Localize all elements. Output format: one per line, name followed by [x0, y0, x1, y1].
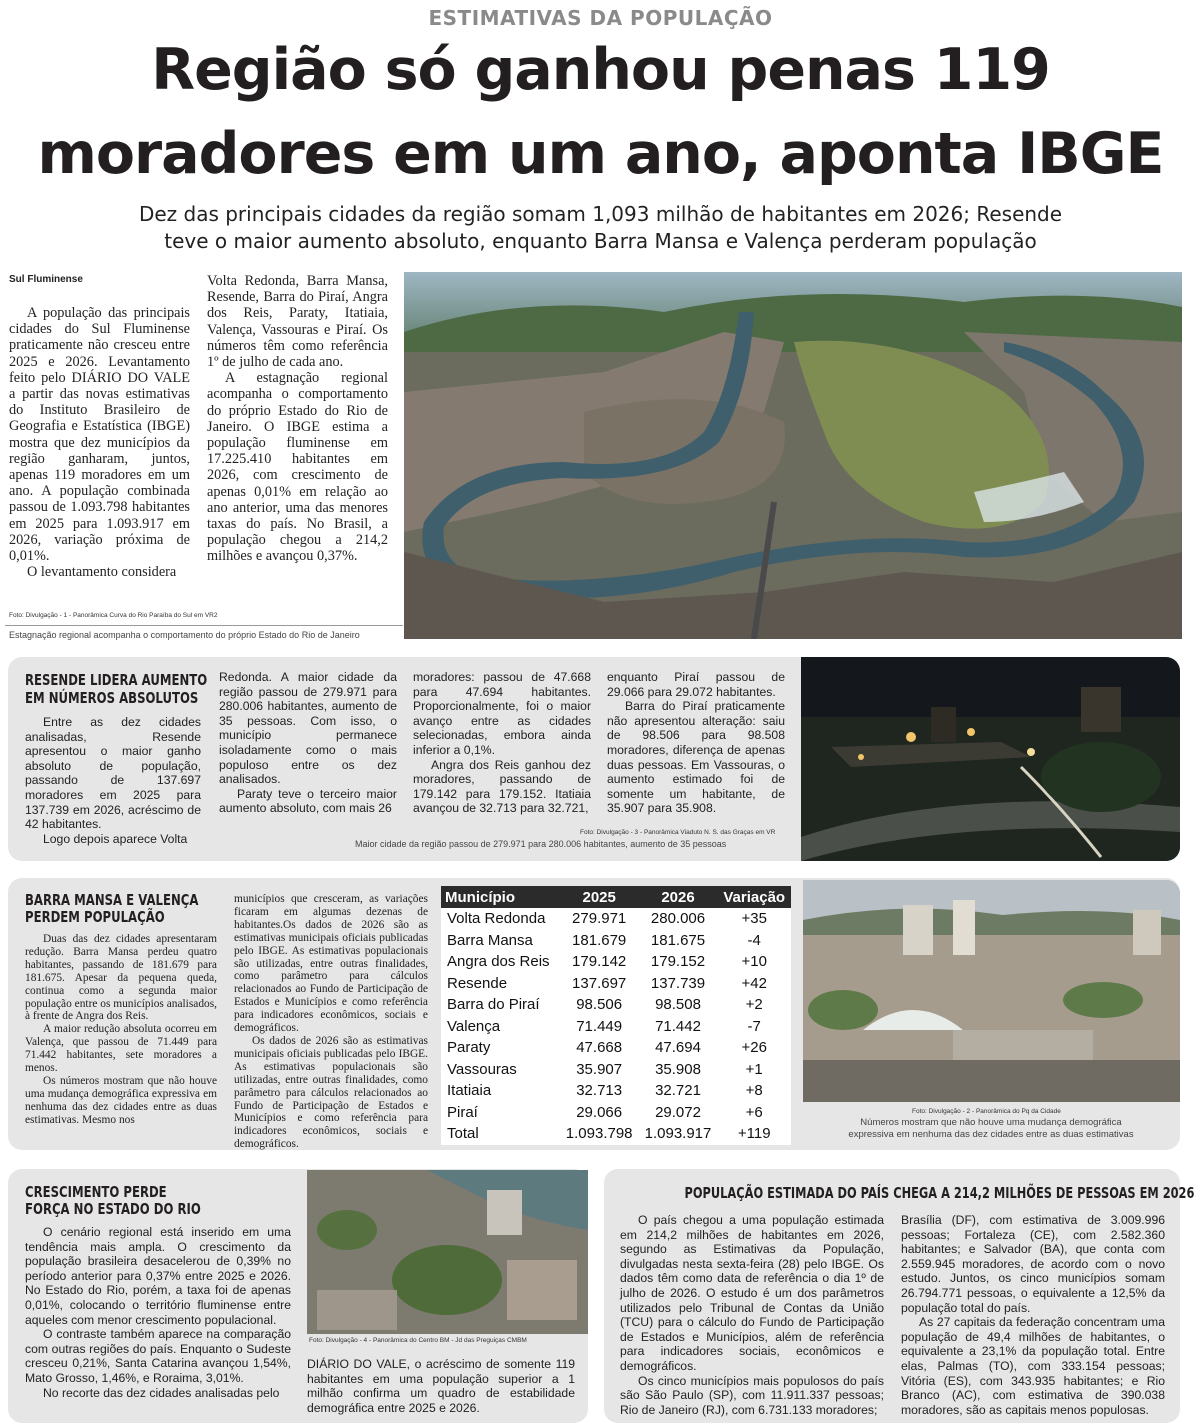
resende-column-3 — [413, 670, 591, 816]
table-cell: Angra dos Reis — [447, 953, 550, 971]
table-cell: Vassouras — [447, 1060, 517, 1078]
divider — [5, 625, 403, 626]
table-cell: 181.679 — [572, 931, 627, 949]
article-column-1 — [9, 305, 190, 580]
table-row — [441, 1037, 791, 1059]
table-cell: -7 — [747, 1017, 761, 1035]
paragraph: DIÁRIO DO VALE, o acréscimo de somente 119 habitantes em uma população superior a 1 milhão confirma um quadro de estabilidade demográfica entre 2025 e 2026. — [307, 1357, 575, 1415]
table-row — [441, 994, 791, 1016]
paragraph: municípios que cresceram, as variações ficaram em algumas dezenas de habitantes.Os dados de 2026 são as estimativas municipais oficiais publicadas pelo IBGE. As estimativas populacionais são utilizadas, entre outras finalidades, como parâmetro para cálculos relacionados ao Fundo de Participação de Estados e Municípios e como referência para indicadores econômicos, sociais e demográficos. — [234, 893, 428, 1035]
table-row — [441, 973, 791, 995]
table-cell: 137.697 — [572, 974, 627, 992]
table-cell: 137.739 — [650, 974, 706, 992]
table-cell: +35 — [741, 910, 767, 928]
city-park-photo — [803, 880, 1180, 1102]
paragraph: A estagnação regional acompanha o comportamento do próprio Estado do Rio de Janeiro. O IBGE estima a população fluminense em 17.225.410 habitantes em 2026, com crescimento de apenas 0,01% em relação ao ano anterior, uma das menores taxas do país. No Brasil, a população chegou a 214,2 milhões e avançou 0,37%. — [207, 370, 388, 565]
paragraph: O cenário regional está inserido em uma tendência mais ampla. O crescimento da população brasileira desacelerou de 0,39% no período anterior para 0,37% entre 2025 e 2026. No Estado do Rio, porém, a taxa foi de apenas 0,01%, colocando o território fluminense entre aqueles com menor crescimento populacional. — [25, 1225, 291, 1327]
table-cell: +119 — [737, 1125, 771, 1143]
headline-line-2: moradores em um ano, aponta IBGE — [37, 121, 1164, 187]
table-cell: 29.066 — [576, 1103, 623, 1121]
table-row — [441, 1102, 791, 1124]
box-title: PERDEM POPULAÇÃO — [25, 908, 165, 926]
paragraph: Redonda. A maior cidade da região passou de 279.971 para 280.006 habitantes, aumento de 35 pessoas. Com isso, o município permanece isoladamente como o mais populoso entre os dez analisados. — [219, 670, 397, 787]
table-cell: +1 — [745, 1060, 763, 1078]
table-cell: +6 — [745, 1103, 763, 1121]
paragraph: moradores: passou de 47.668 para 47.694 habitantes. Proporcionalmente, foi o maior avanço entre as cidades selecionadas, embora ainda inferior a 0,1%. — [413, 670, 591, 757]
table-header-cell: 2025 — [560, 886, 639, 908]
table-cell: Valença — [447, 1017, 501, 1035]
table-cell: 279.971 — [572, 910, 627, 928]
table-cell: 280.006 — [650, 910, 706, 928]
viaduct-night-photo — [801, 657, 1180, 861]
table-cell: +26 — [741, 1039, 767, 1057]
table-cell: 1.093.917 — [644, 1125, 712, 1143]
population-table — [441, 886, 791, 1145]
table-cell: Piraí — [447, 1103, 478, 1121]
table-cell: +8 — [745, 1082, 763, 1100]
paragraph: As 27 capitais da federação concentram uma população de 49,4 milhões de habitantes, o equivalente a 23,1% da população total. Entre elas, Palmas (TO), com 333.154 pessoas; Vitória (ES), com 343.935 habitantes; e Rio Branco (AC), com estimativa de 390.038 moradores, são as capitais menos populosas. — [901, 1315, 1165, 1417]
article-column-2 — [207, 273, 388, 565]
photo-credit: Foto: Divulgação - 1 - Panorâmica Curva do Rio Paraíba do Sul em VR2 — [9, 612, 218, 619]
paragraph: Logo depois aparece Volta — [43, 831, 188, 846]
table-cell: 35.908 — [655, 1060, 701, 1078]
photo-credit: Foto: Divulgação - 3 - Panorâmica Viaduto N. S. das Graças em VR — [580, 829, 776, 836]
paragraph: O levantamento considera — [27, 564, 177, 581]
paragraph: Barra do Piraí praticamente não apresentou alteração: saiu de 98.506 para 98.508 moradores, diferença de apenas duas pessoas. Em Vassouras, o aumento estimado foi de somente um habitante, de 35.907 para 35.908. — [607, 699, 785, 816]
pais-column-2 — [901, 1213, 1165, 1417]
table-cell: Volta Redonda — [447, 910, 546, 928]
box-title: BARRA MANSA E VALENÇA — [25, 891, 199, 909]
paragraph: Os cinco municípios mais populosos do país são São Paulo (SP), com 11.911.337 pessoas; Rio de Janeiro (RJ), com 6.731.133 moradores; — [620, 1373, 884, 1417]
table-cell: 179.142 — [572, 953, 627, 971]
table-row — [441, 951, 791, 973]
box-title: CRESCIMENTO PERDE — [25, 1183, 167, 1201]
pais-column-1 — [620, 1213, 884, 1417]
table-cell: 35.907 — [576, 1060, 623, 1078]
table-row — [441, 1059, 791, 1081]
paragraph: O país chegou a uma população estimada em 214,2 milhões de habitantes em 2026, segundo as Estimativas da População, divulgadas nesta sexta-feira (28) pelo IBGE. Os dados têm como data de referência o dia 1º de julho de 2026. O estudo é um dos parâmetros utilizados pelo Tribunal de Contas da União (TCU) para o cálculo do Fundo de Participação de Estados e Municípios, além de referência para indicadores sociais, econômicos e demográficos. — [620, 1213, 884, 1373]
paragraph: O contraste também aparece na comparação com outras regiões do país. Enquanto o Sudeste cresceu 0,21%, Santa Catarina avançou 1,54%, Mato Grosso, 1,46%, e Roraima, 3,01%. — [25, 1327, 291, 1385]
photo-caption: Estagnação regional acompanha o comportamento do próprio Estado do Rio de Janeiro — [9, 630, 360, 640]
box-title: EM NÚMEROS ABSOLUTOS — [25, 689, 199, 707]
paragraph: A população das principais cidades do Sul Fluminense praticamente não cresceu entre 2025 e 2026. Levantamento feito pelo DIÁRIO DO VALE a partir das novas estimativas do Instituto Brasileiro de Geografia e Estatística (IBGE) mostra que dez municípios da região ganharam, juntos, apenas 119 moradores em um ano. A população combinada passou de 1.093.798 habitantes em 2025 para 1.093.917 em 2026, variação próxima de 0,01%. — [9, 305, 190, 565]
table-cell: 29.072 — [655, 1103, 701, 1121]
table-cell: -4 — [747, 931, 761, 949]
paragraph: Os dados de 2026 são as estimativas municipais oficiais publicadas pelo IBGE. As estimativas populacionais são utilizadas, entre outras finalidades, como parâmetro para cálculos relacionados ao Fundo de Participação de Estados e Municípios e como referência para indicadores econômicos, sociais e demográficos. — [234, 1034, 428, 1151]
paragraph: Duas das dez cidades apresentaram redução. Barra Mansa perdeu quatro habitantes, passando de 181.679 para 181.675. Apesar da pequena queda, continua como a segunda maior população entre os municípios analisados, à frente de Angra dos Reis. — [25, 933, 218, 1023]
deck-line-2: teve o maior aumento absoluto, enquanto Barra Mansa e Valença perderam população — [164, 229, 1037, 253]
barra-column-2 — [234, 893, 428, 1151]
table-cell: 32.713 — [576, 1082, 623, 1100]
photo-caption: Maior cidade da região passou de 279.971 para 280.006 habitantes, aumento de 35 pessoas — [355, 839, 727, 849]
deck-line-1: Dez das principais cidades da região somam 1,093 milhão de habitantes em 2026; Resende — [138, 202, 1063, 226]
table-row — [441, 1123, 791, 1145]
population-table-wrapper — [441, 886, 793, 1145]
table-cell: Barra do Piraí — [447, 996, 540, 1014]
table-cell: +10 — [741, 953, 767, 971]
table-cell: +42 — [741, 974, 767, 992]
resende-column-1 — [25, 715, 201, 846]
table-header-cell: Variação — [717, 886, 791, 908]
table-cell: 47.694 — [655, 1039, 701, 1057]
photo-caption-line-2: expressiva em nenhuma das dez cidades entre as duas estimativas — [848, 1129, 1134, 1140]
paragraph: Volta Redonda, Barra Mansa, Resende, Barra do Piraí, Angra dos Reis, Paraty, Itatiaia, Valença, Vassouras e Piraí. Os números têm como referência 1º de julho de cada ano. — [207, 273, 388, 371]
paragraph: Os números mostram que não houve uma mudança demográfica expressiva em nenhuma das dez cidades entre as duas estimativas. Mesmo nos — [25, 1074, 217, 1126]
table-cell: 1.093.798 — [565, 1125, 633, 1143]
table-cell: 98.506 — [576, 996, 623, 1014]
crescimento-column-2 — [307, 1357, 575, 1415]
headline-line-1: Região só ganhou penas 119 — [151, 37, 1050, 103]
paragraph: Angra dos Reis ganhou dez moradores, passando de 179.142 para 179.152. Itatiaia avançou de 32.713 para 32.721, — [413, 757, 591, 816]
table-header-cell: Município — [441, 886, 560, 908]
table-cell: Resende — [447, 974, 508, 992]
table-cell: 179.152 — [650, 953, 706, 971]
river-curve-photo — [404, 272, 1182, 639]
table-cell: Paraty — [447, 1039, 491, 1057]
table-cell: 71.442 — [655, 1017, 701, 1035]
table-header-cell: 2026 — [639, 886, 718, 908]
table-cell: 181.675 — [650, 931, 706, 949]
box-title: RESENDE LIDERA AUMENTO — [25, 671, 208, 689]
paragraph: No recorte das dez cidades analisadas pelo — [43, 1385, 280, 1400]
table-header-row — [441, 886, 791, 908]
paragraph: enquanto Piraí passou de 29.066 para 29.072 habitantes. — [607, 670, 785, 699]
resende-column-2 — [219, 670, 397, 816]
crescimento-column-1 — [25, 1225, 291, 1400]
table-cell: Itatiaia — [447, 1082, 492, 1100]
table-row — [441, 930, 791, 952]
table-row — [441, 1016, 791, 1038]
dateline: Sul Fluminense — [9, 274, 83, 285]
box-title: FORÇA NO ESTADO DO RIO — [25, 1200, 201, 1218]
table-cell: 47.668 — [576, 1039, 623, 1057]
pais-title-wrap — [604, 1184, 1195, 1203]
table-row — [441, 1080, 791, 1102]
photo-caption-line-1: Números mostram que não houve uma mudança demográfica — [860, 1117, 1122, 1128]
section-kicker: ESTIMATIVAS DA POPULAÇÃO — [428, 6, 773, 30]
photo-credit: Foto: Divulgação - 2 - Panorâmica do Pq da Cidade — [912, 1108, 1061, 1115]
paragraph: Brasília (DF), com estimativa de 3.009.996 pessoas; Fortaleza (CE), com 2.582.360 habitantes; e Salvador (BA), que conta com 2.559.945 moradores, de acordo com o novo estudo. Juntos, os cinco municípios somam 26.794.771 pessoas, o equivalente a 12,5% da população total do país. — [901, 1213, 1165, 1315]
photo-credit: Foto: Divulgação - 4 - Panorâmica do Centro BM - Jd das Preguiças CMBM — [309, 1337, 527, 1344]
table-cell: 32.721 — [655, 1082, 701, 1100]
table-cell: +2 — [745, 996, 763, 1014]
table-row — [441, 908, 791, 930]
paragraph: Entre as dez cidades analisadas, Resende apresentou o maior ganho absoluto de população, passando de 137.697 moradores em 2025 para 137.739 em 2026, acréscimo de 42 habitantes. — [25, 715, 201, 832]
barra-column-1 — [25, 933, 217, 1127]
centro-bm-photo — [307, 1170, 588, 1334]
paragraph: A maior redução absoluta ocorreu em Valença, que passou de 71.449 para 71.442 habitantes, sete moradores a menos. — [25, 1023, 217, 1075]
table-cell: 98.508 — [655, 996, 701, 1014]
box-title: POPULAÇÃO ESTIMADA DO PAÍS CHEGA A 214,2 MILHÕES DE PESSOAS EM 2026 — [684, 1184, 1195, 1202]
paragraph: Paraty teve o terceiro maior aumento absoluto, com mais 26 — [219, 786, 397, 816]
table-cell: Total — [447, 1125, 479, 1143]
table-cell: Barra Mansa — [447, 931, 533, 949]
table-cell: 71.449 — [576, 1017, 623, 1035]
resende-column-4 — [607, 670, 785, 816]
